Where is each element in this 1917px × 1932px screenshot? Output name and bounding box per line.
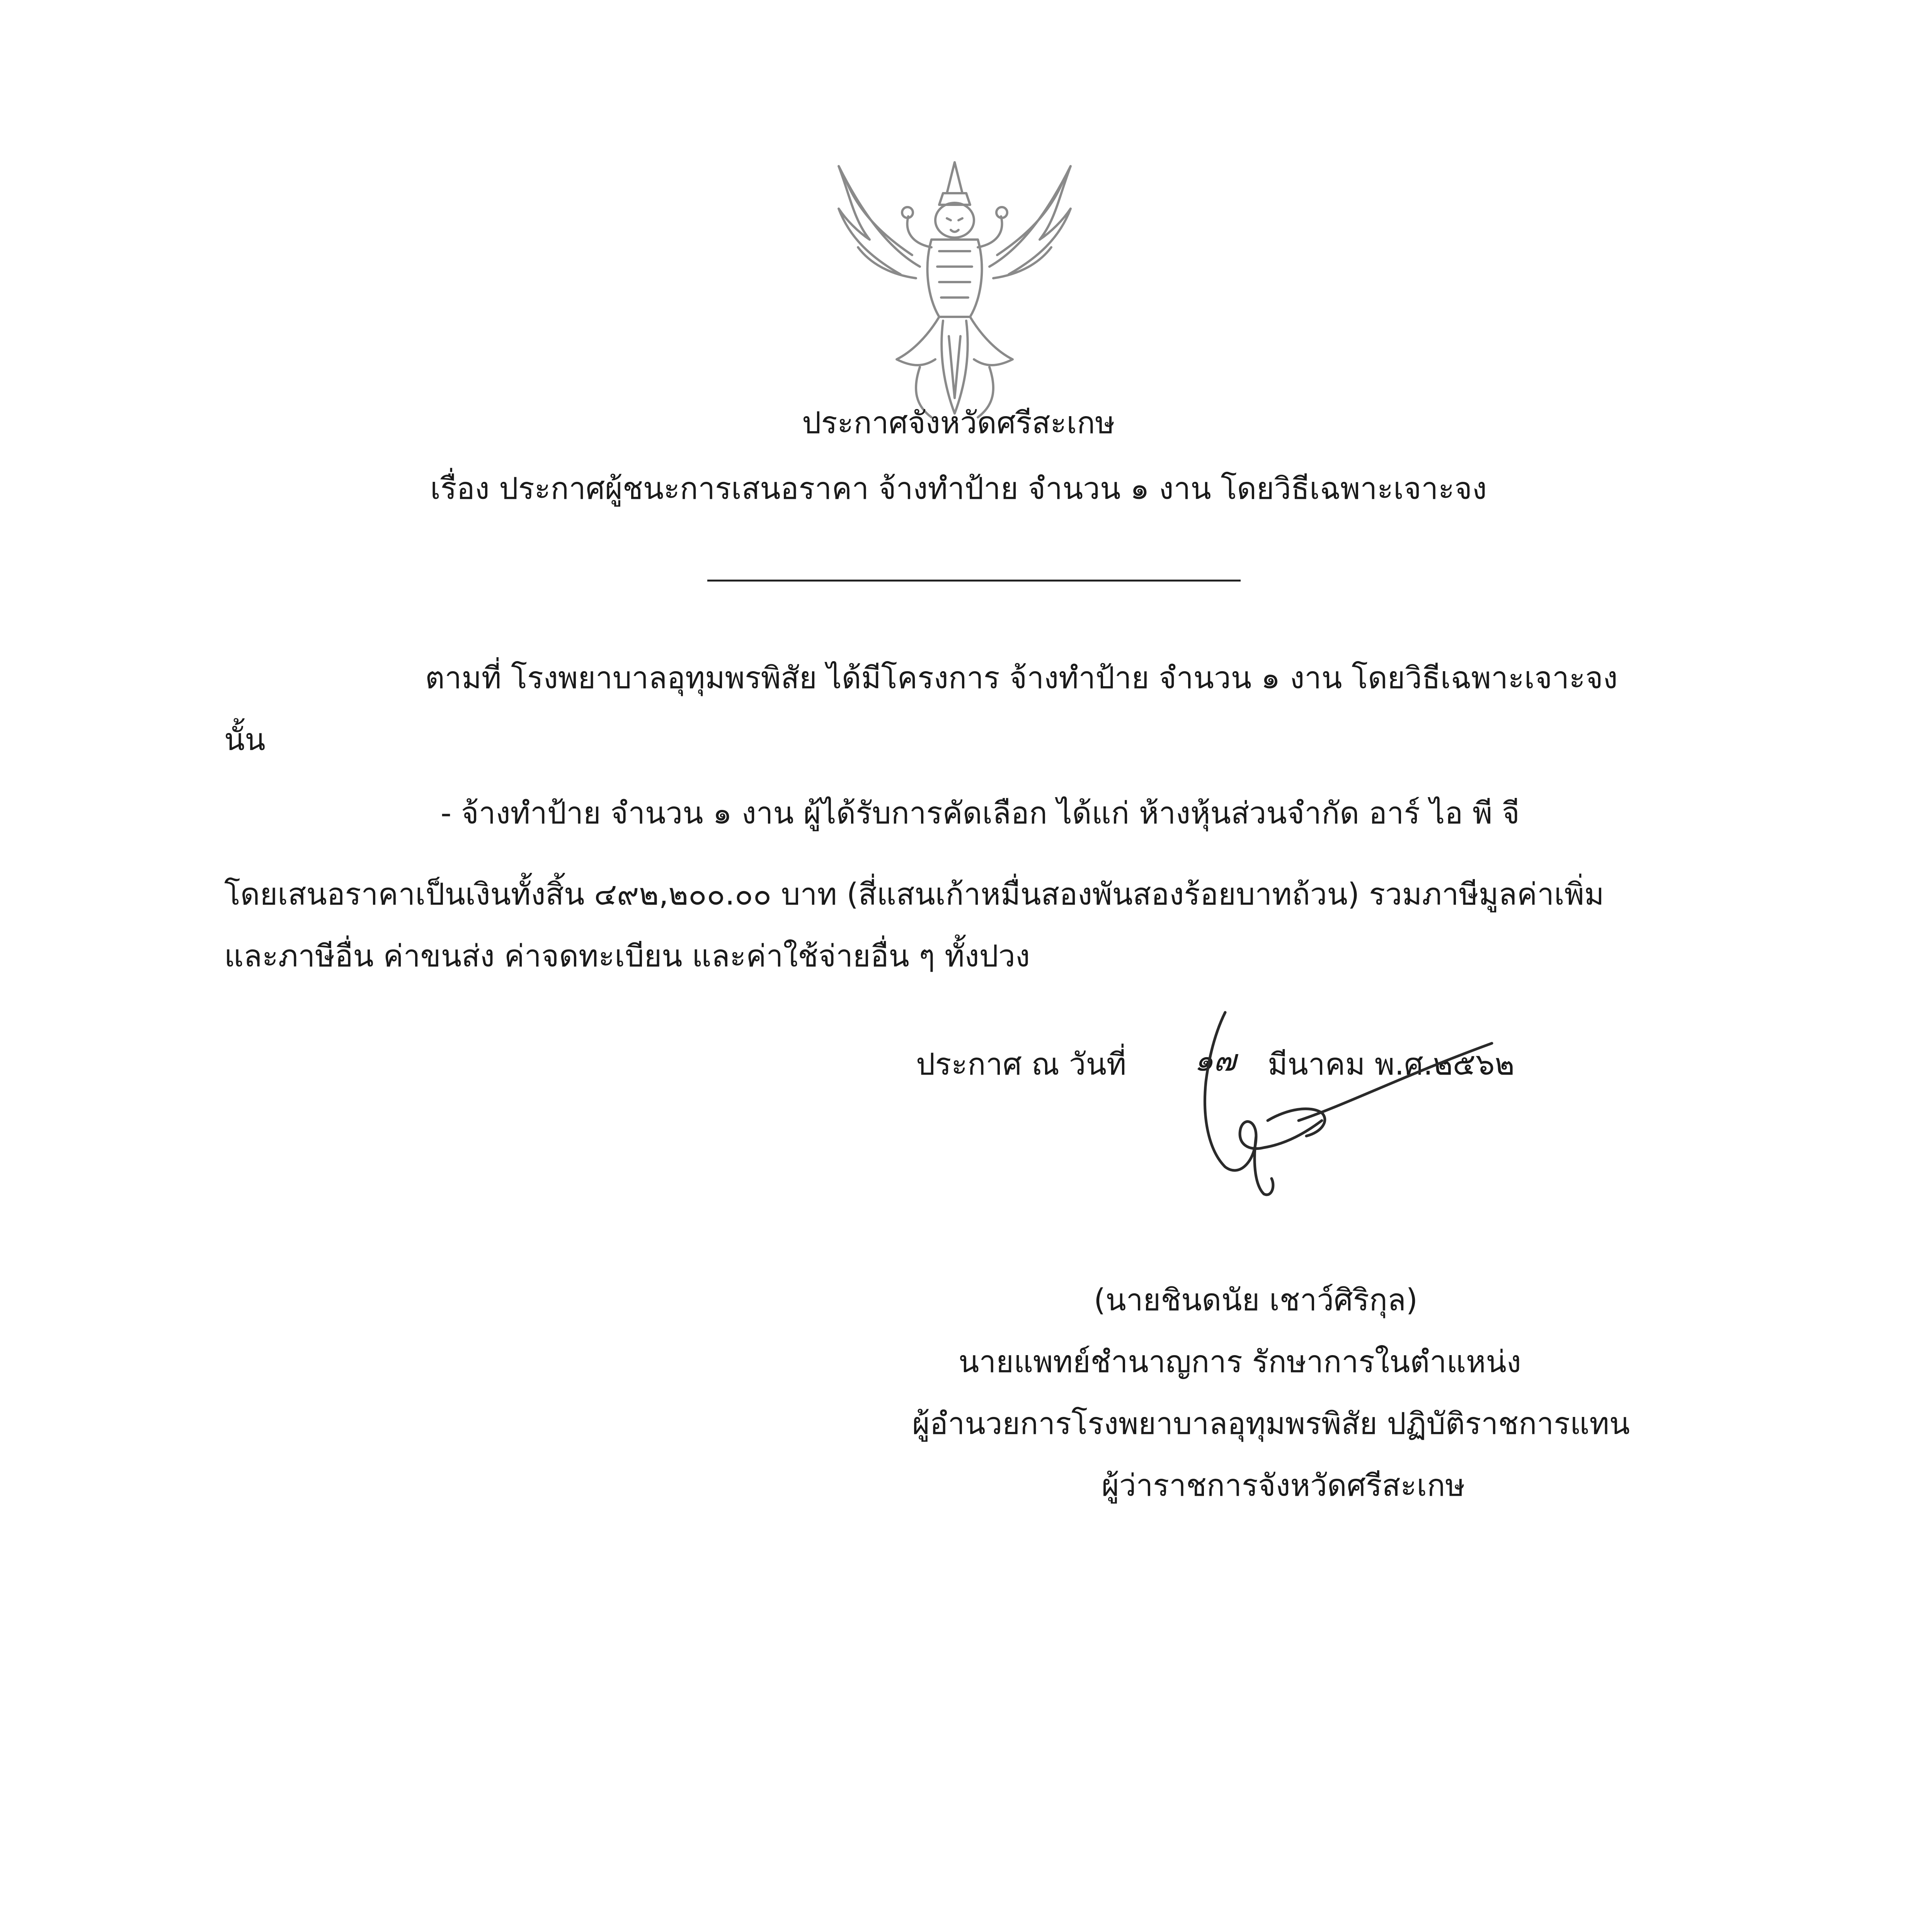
paragraph1-line2: นั้น bbox=[224, 723, 266, 757]
signer-position3: ผู้ว่าราชการจังหวัดศรีสะเกษ bbox=[1102, 1468, 1465, 1503]
garuda-emblem-icon bbox=[823, 151, 1086, 421]
item-line3: และภาษีอื่น ค่าขนส่ง ค่าจดทะเบียน และค่าใช้จ่ายอื่น ๆ ทั้งปวง bbox=[224, 939, 1030, 974]
signer-position1: นายแพทย์ชำนาญการ รักษาการในตำแหน่ง bbox=[958, 1345, 1521, 1379]
document-subject: เรื่อง ประกาศผู้ชนะการเสนอราคา จ้างทำป้าย จำนวน ๑ งาน โดยวิธีเฉพาะเจาะจง bbox=[430, 471, 1487, 506]
document-title: ประกาศจังหวัดศรีสะเกษ bbox=[802, 406, 1115, 440]
signer-position2: ผู้อำนวยการโรงพยาบาลอุทุมพรพิสัย ปฏิบัติราชการแทน bbox=[912, 1406, 1630, 1441]
announce-prefix: ประกาศ ณ วันที่ bbox=[916, 1047, 1127, 1082]
handwritten-signature-icon bbox=[1159, 1005, 1500, 1252]
item-line1: - จ้างทำป้าย จำนวน ๑ งาน ผู้ได้รับการคัดเลือก ได้แก่ ห้างหุ้นส่วนจำกัด อาร์ ไอ พี จี bbox=[441, 796, 1520, 831]
announce-day: ๑๗ bbox=[1194, 1043, 1236, 1078]
item-line2: โดยเสนอราคาเป็นเงินทั้งสิ้น ๔๙๒,๒๐๐.๐๐ บาท (สี่แสนเก้าหมื่นสองพันสองร้อยบาทถ้วน) รวมภาษีมูลค่าเพิ่ม bbox=[224, 877, 1604, 912]
paragraph1-line1: ตามที่ โรงพยาบาลอุทุมพรพิสัย ได้มีโครงการ จ้างทำป้าย จำนวน ๑ งาน โดยวิธีเฉพาะเจาะจง bbox=[425, 661, 1618, 696]
signer-name: (นายชินดนัย เชาว์ศิริกุล) bbox=[1094, 1283, 1418, 1318]
announce-month-year: มีนาคม พ.ศ.๒๕๖๒ bbox=[1268, 1047, 1515, 1082]
title-divider bbox=[707, 580, 1241, 582]
